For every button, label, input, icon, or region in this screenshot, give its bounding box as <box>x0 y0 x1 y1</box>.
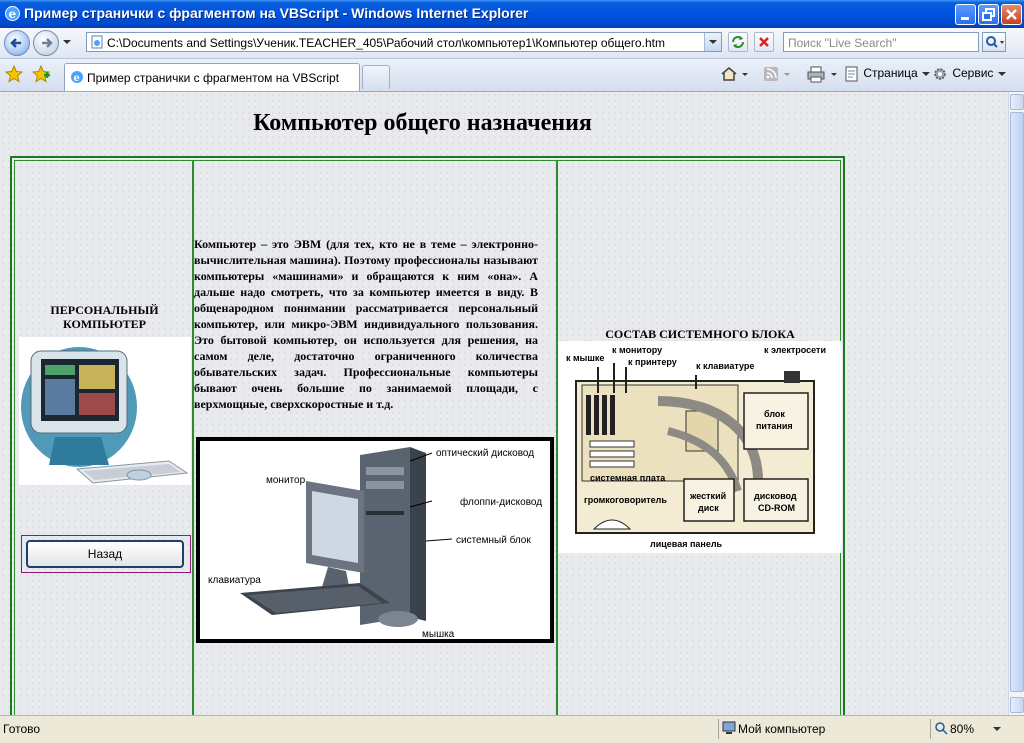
chevron-down-icon <box>997 69 1007 79</box>
page-menu[interactable] <box>844 65 931 85</box>
label-floppy: флоппи-дисковод <box>460 497 543 508</box>
zoom-level[interactable]: 80% <box>950 722 975 736</box>
gear-icon <box>931 65 949 83</box>
tools-menu-label: Сервис <box>952 66 994 81</box>
tools-menu[interactable] <box>931 65 1007 85</box>
search-input[interactable]: Поиск "Live Search" <box>783 32 979 52</box>
address-text: C:\Documents and Settings\Ученик.TEACHER_405\Рабочий стол\компьютер1\Компьютер общего.htm <box>107 36 665 50</box>
status-bar <box>0 715 1024 743</box>
chevron-down-icon[interactable] <box>992 725 1002 733</box>
label-mouse: мышка <box>422 629 455 639</box>
status-separator <box>718 719 719 739</box>
address-dropdown[interactable] <box>704 33 721 51</box>
arrow-left-icon <box>9 35 25 51</box>
home-button[interactable] <box>720 65 750 85</box>
label-cdrom-2: CD-ROM <box>758 503 795 513</box>
new-tab-button[interactable] <box>362 65 390 89</box>
page-menu-label: Страница <box>863 66 918 81</box>
vertical-scrollbar[interactable] <box>1008 92 1024 715</box>
page-tab-icon <box>70 70 84 84</box>
history-dropdown[interactable] <box>63 40 71 44</box>
label-motherboard: системная плата <box>590 473 666 483</box>
scroll-thumb[interactable] <box>1010 112 1024 692</box>
label-system-unit: системный блок <box>456 535 531 546</box>
page-title: Компьютер общего назначения <box>253 110 592 136</box>
search-button[interactable] <box>982 32 1006 52</box>
pc-components-diagram <box>196 437 554 643</box>
computer-zone-icon <box>722 721 736 735</box>
print-button[interactable] <box>806 65 840 85</box>
arrow-right-icon <box>38 35 54 51</box>
label-to-printer: к принтеру <box>628 357 677 367</box>
page-viewport <box>0 92 1008 715</box>
label-to-mouse: к мышке <box>566 353 605 363</box>
right-column <box>557 160 841 715</box>
title-bar <box>0 0 1024 28</box>
minimize-icon <box>956 5 975 24</box>
label-to-monitor: к монитору <box>612 345 663 355</box>
zoom-icon <box>934 721 948 735</box>
middle-column <box>193 160 557 715</box>
label-optical-drive: оптический дисковод <box>436 448 535 459</box>
label-front-panel: лицевая панель <box>650 539 723 549</box>
window-title: Пример странички с фрагментом на VBScript - Windows Internet Explorer <box>24 5 529 21</box>
label-keyboard: клавиатура <box>208 575 261 586</box>
stop-icon <box>755 33 773 51</box>
scroll-up-button[interactable] <box>1010 94 1024 110</box>
page-menu-icon <box>844 65 860 83</box>
address-bar <box>0 28 1024 59</box>
label-power-unit-1: блок <box>764 409 785 419</box>
pc-caption: ПЕРСОНАЛЬНЫЙ КОМПЬЮТЕР <box>50 303 159 331</box>
personal-computer-image <box>19 337 191 485</box>
back-button[interactable]: Назад <box>26 540 184 568</box>
close-button[interactable] <box>1001 4 1022 25</box>
stop-button[interactable] <box>754 32 774 52</box>
ie-logo-icon <box>4 5 21 22</box>
svg-text:e: e <box>73 73 80 84</box>
label-power-unit-2: питания <box>756 421 793 431</box>
restore-icon <box>979 5 998 24</box>
minimize-button[interactable] <box>955 4 976 25</box>
status-separator <box>930 719 931 739</box>
refresh-icon <box>729 33 747 51</box>
close-icon <box>1002 5 1021 24</box>
search-icon <box>983 33 1005 51</box>
address-field[interactable] <box>86 32 722 52</box>
block-caption: СОСТАВ СИСТЕМНОГО БЛОКА <box>605 327 795 341</box>
label-monitor: монитор <box>266 475 306 486</box>
label-to-power: к электросети <box>764 345 826 355</box>
svg-text:e: e <box>8 7 17 21</box>
feeds-button[interactable] <box>762 65 792 85</box>
home-icon <box>720 65 750 83</box>
back-button-frame <box>21 535 191 573</box>
page-icon <box>90 35 104 49</box>
add-favorites-icon[interactable] <box>32 65 50 83</box>
security-zone: Мой компьютер <box>738 722 826 736</box>
forward-nav-button[interactable] <box>33 30 59 56</box>
label-hdd-1: жесткий <box>690 491 727 501</box>
content-table <box>10 156 845 715</box>
maximize-button[interactable] <box>978 4 999 25</box>
chevron-down-icon <box>921 69 931 79</box>
favorites-star-icon[interactable] <box>5 65 23 83</box>
label-speaker: громкоговоритель <box>584 495 667 505</box>
status-text: Готово <box>3 722 41 736</box>
label-to-keyboard: к клавиатуре <box>696 361 755 371</box>
tab-current-page[interactable] <box>64 63 360 91</box>
tab-row <box>0 59 1024 92</box>
system-block-diagram <box>558 341 842 553</box>
label-cdrom-1: дисковод <box>754 491 797 501</box>
back-nav-button[interactable] <box>4 30 30 56</box>
label-hdd-2: диск <box>698 503 719 513</box>
scroll-down-button[interactable] <box>1010 697 1024 713</box>
printer-icon <box>806 65 840 83</box>
article-text: Компьютер – это ЭВМ (для тех, кто не в теме – электронно-вычислительная машина). Поэтому профессионалы называют компьютеры «машинами» и обращаются к ним «она». А дальше надо смотреть, что за компьютер имеется в виду. В общенародном понимании рассматривается персональный компьютер, или микро-ЭВМ индивидуального пользования. Это бытовой компьютер, он используется для решения, на самом деле, достаточно ограниченного количества обывательских задач. Профессиональные компьютеры бывают очень большие по занимаемой площади, с верхмощные, сверхскоростные и т.д. <box>194 237 538 411</box>
left-column <box>14 160 193 715</box>
rss-icon <box>762 65 792 83</box>
refresh-button[interactable] <box>728 32 748 52</box>
tab-label: Пример странички с фрагментом на VBScript <box>87 71 340 85</box>
